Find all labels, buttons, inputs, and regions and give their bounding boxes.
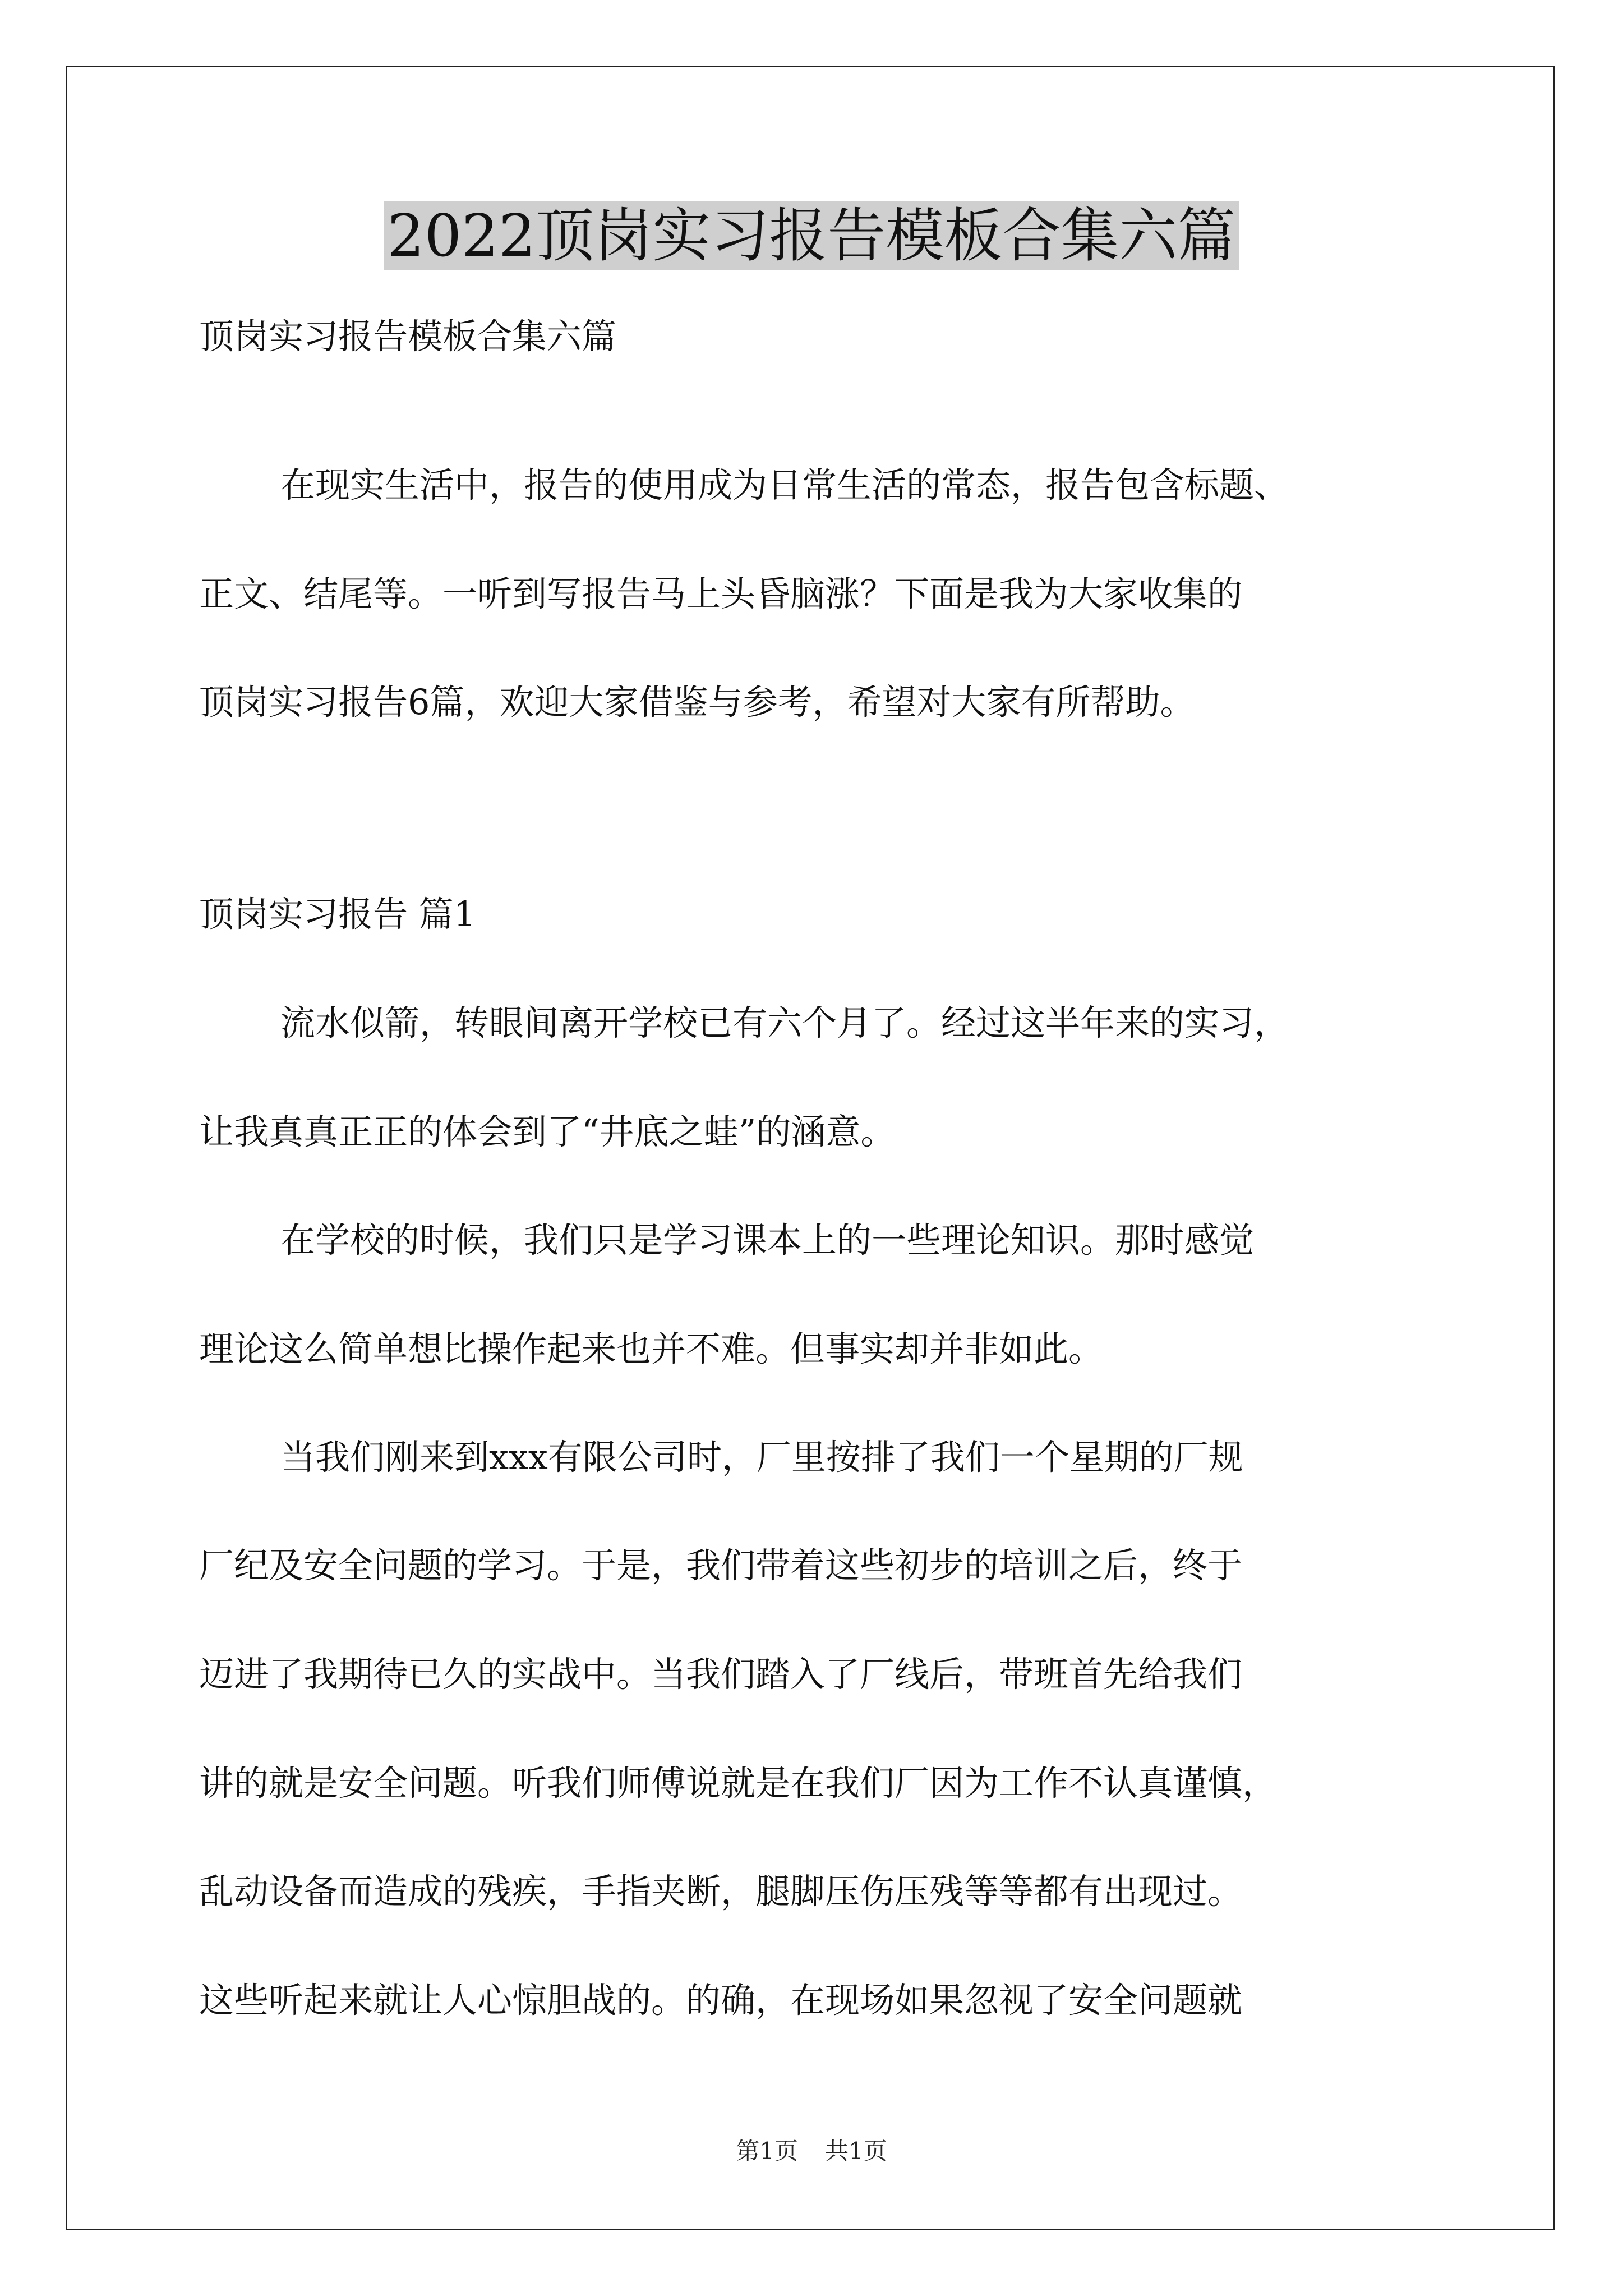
paragraph-line: 流水似箭，转眼间离开学校已有六个月了。经过这半年来的实习，: [280, 1002, 1289, 1043]
paragraph-line: 当我们刚来到xxx有限公司时，厂里按排了我们一个星期的厂规: [280, 1437, 1243, 1478]
paragraph-line: 理论这么简单想比操作起来也并不难。但事实却并非如此。: [199, 1328, 1104, 1369]
paragraph-line: 这些听起来就让人心惊胆战的。的确，在现场如果忽视了安全问题就: [199, 1980, 1243, 2021]
page-number-current: 第1页: [736, 2137, 798, 2165]
paragraph-line: 乱动设备而造成的残疾，手指夹断，腿脚压伤压残等等都有出现过。: [199, 1871, 1243, 1912]
subtitle-line: 顶岗实习报告模板合集六篇: [199, 316, 617, 357]
paragraph-line: 讲的就是安全问题。听我们师傅说就是在我们厂因为工作不认真谨慎，: [199, 1763, 1278, 1803]
paragraph-line: 厂纪及安全问题的学习。于是，我们带着这些初步的培训之后，终于: [199, 1545, 1243, 1586]
paragraph-line: 在现实生活中，报告的使用成为日常生活的常态，报告包含标题、: [280, 464, 1289, 505]
document-title: [0, 194, 1623, 278]
paragraph-line: 顶岗实习报告6篇，欢迎大家借鉴与参考，希望对大家有所帮助。: [199, 682, 1195, 723]
paragraph-line: 在学校的时候，我们只是学习课本上的一些理论知识。那时感觉: [280, 1220, 1255, 1260]
paragraph-line: 正文、结尾等。一听到写报告马上头昏脑涨？下面是我为大家收集的: [199, 573, 1243, 614]
section-heading: 顶岗实习报告 篇1: [199, 894, 476, 935]
paragraph-line: 迈进了我期待已久的实战中。当我们踏入了厂线后，带班首先给我们: [199, 1654, 1243, 1695]
page-number-total: 共1页: [825, 2137, 887, 2165]
document-title-text: 2022顶岗实习报告模板合集六篇: [384, 201, 1239, 270]
page-footer: [0, 2134, 1623, 2168]
paragraph-line: 让我真真正正的体会到了“井底之蛙”的涵意。: [199, 1111, 896, 1152]
